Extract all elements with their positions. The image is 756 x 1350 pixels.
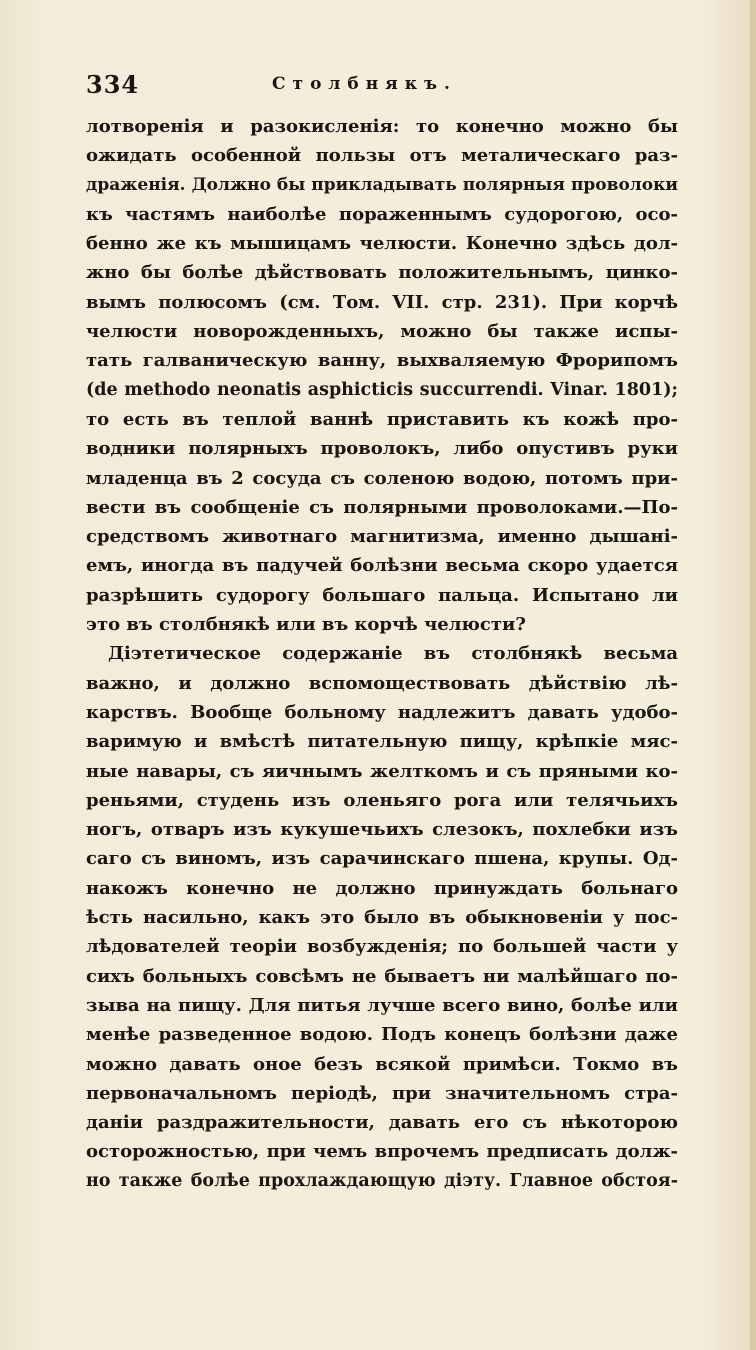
text-line: осторожностью, при чемъ впрочемъ предписать долж- xyxy=(86,1141,678,1163)
text-line: то есть въ теплой ваннѣ приставить къ кожѣ про- xyxy=(86,408,678,430)
text-line: саго съ виномъ, изъ сарачинскаго пшена, крупы. Од- xyxy=(86,848,678,870)
text-line: водники полярныхъ проволокъ, либо опустивъ руки xyxy=(86,438,678,460)
text-line: бенно же къ мышицамъ челюсти. Конечно здѣсь дол- xyxy=(86,233,678,255)
running-head: Столбнякъ. xyxy=(272,74,457,94)
text-line: ногъ, отваръ изъ кукушечьихъ слезокъ, похлебки изъ xyxy=(86,819,678,841)
page-edge xyxy=(750,0,756,1350)
text-line: драженія. Должно бы прикладывать полярныя проволоки xyxy=(86,174,678,195)
text-line: разрѣшить судорогу большаго пальца. Испытано ли xyxy=(86,584,678,606)
text-line: средствомъ животнаго магнитизма, именно дышані- xyxy=(86,526,678,548)
text-line: накожъ конечно не должно принуждать больнаго xyxy=(86,877,678,899)
text-line: (de methodo neonatis asphicticis succurrendi. Vinar. 1801); xyxy=(86,379,678,400)
text-line: Діэтетическое содержаніе въ столбнякѣ весьма xyxy=(108,643,678,665)
text-line: менѣе разведенное водою. Подъ конецъ болѣзни даже xyxy=(86,1024,678,1046)
text-line: варимую и вмѣстѣ питательную пищу, крѣпкіе мяс- xyxy=(86,731,678,753)
text-line: жно бы болѣе дѣйствовать положительнымъ, цинко- xyxy=(86,262,678,284)
text-line: зыва на пищу. Для питья лучше всего вино, болѣе или xyxy=(86,994,678,1016)
text-line: лотворенія и разокисленія: то конечно можно бы xyxy=(86,116,678,137)
text-line: лѣдователей теоріи возбужденія; по большей части у xyxy=(86,936,678,958)
text-line: реньями, студень изъ оленьяго рога или телячьихъ xyxy=(86,789,678,811)
page-header xyxy=(86,70,686,102)
text-line: даніи раздражительности, давать его съ нѣкоторою xyxy=(86,1112,678,1134)
text-line: емъ, иногда въ падучей болѣзни весьма скоро удается xyxy=(86,555,678,577)
text-line: первоначальномъ періодѣ, при значительномъ стра- xyxy=(86,1082,678,1104)
text-line: челюсти новорожденныхъ, можно бы также испы- xyxy=(86,321,678,343)
text-line: ные навары, съ яичнымъ желткомъ и съ пряными ко- xyxy=(86,760,678,782)
text-line: къ частямъ наиболѣе пораженнымъ судорогою, осо- xyxy=(86,203,678,225)
text-line: вести въ сообщеніе съ полярными проволоками.—По- xyxy=(86,496,678,518)
text-line: важно, и должно вспомоществовать дѣйствію лѣ- xyxy=(86,672,678,694)
text-line: но также болѣе прохлаждающую діэту. Главное обстоя- xyxy=(86,1170,678,1191)
text-line: сихъ больныхъ совсѣмъ не бываетъ ни малѣйшаго по- xyxy=(86,965,678,987)
text-line: карствъ. Вообще больному надлежитъ давать удобо- xyxy=(86,701,678,723)
page-number: 334 xyxy=(86,70,140,99)
text-line: вымъ полюсомъ (см. Том. VII. стр. 231). При корчѣ xyxy=(86,291,678,313)
body-text xyxy=(86,112,678,1196)
text-line: ожидать особенной пользы отъ металическаго раз- xyxy=(86,145,678,167)
text-line: это въ столбнякѣ или въ корчѣ челюсти? xyxy=(86,614,526,636)
text-line: можно давать оное безъ всякой примѣси. Токмо въ xyxy=(86,1053,678,1075)
text-line: ѣсть насильно, какъ это было въ обыкновеніи у пос- xyxy=(86,907,678,929)
text-line: тать галваническую ванну, выхваляемую Фрорипомъ xyxy=(86,350,678,372)
text-line: младенца въ 2 сосуда съ соленою водою, потомъ при- xyxy=(86,467,678,489)
